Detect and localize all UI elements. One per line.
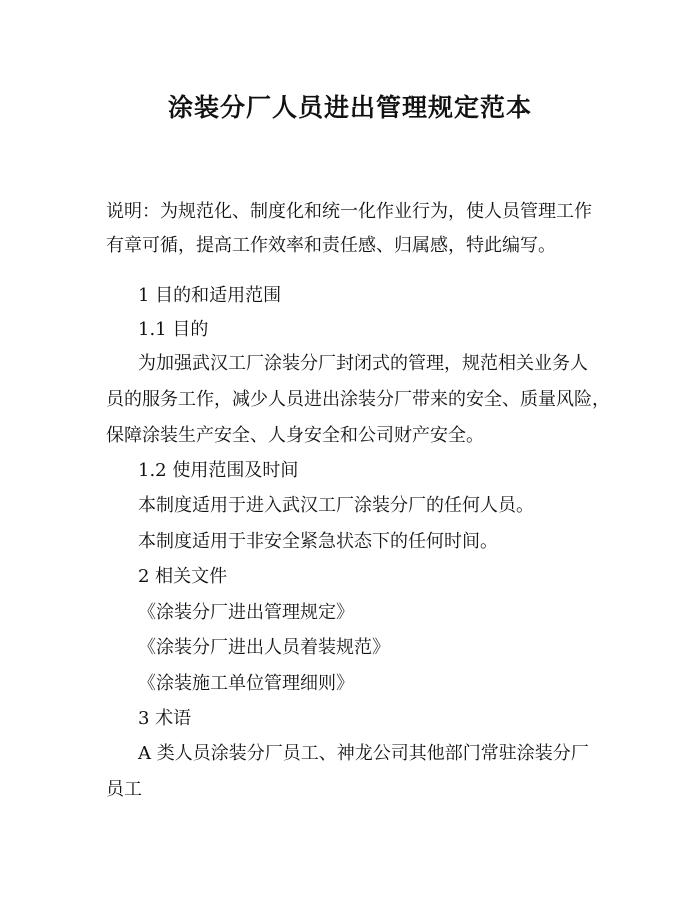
intro-line-2: 有章可循，提高工作效率和责任感、归属感，特此编写。 xyxy=(106,235,556,256)
intro-line-1: 说明：为规范化、制度化和统一化作业行为，使人员管理工作 xyxy=(106,201,592,222)
section-3-body-line-1: A 类人员涂装分厂员工、神龙公司其他部门常驻涂装分厂 xyxy=(138,743,589,764)
section-3-heading: 3 术语 xyxy=(138,708,192,729)
section-1-2-body-line-1: 本制度适用于进入武汉工厂涂装分厂的任何人员。 xyxy=(138,495,534,516)
section-3-body-line-2: 员工 xyxy=(106,779,142,800)
section-1-2-body-line-2: 本制度适用于非安全紧急状态下的任何时间。 xyxy=(138,531,498,552)
section-2-heading: 2 相关文件 xyxy=(138,566,228,587)
section-1-heading: 1 目的和适用范围 xyxy=(138,285,282,306)
document-title: 涂装分厂人员进出管理规定范本 xyxy=(167,93,532,122)
section-1-1-heading: 1.1 目的 xyxy=(138,319,209,340)
reference-item-2: 《涂装分厂进出人员着装规范》 xyxy=(138,637,390,658)
section-1-1-body-line-3: 保障涂装生产安全、人身安全和公司财产安全。 xyxy=(106,425,484,446)
reference-item-1: 《涂装分厂进出管理规定》 xyxy=(138,602,354,623)
reference-item-3: 《涂装施工单位管理细则》 xyxy=(138,673,354,694)
section-1-1-body-line-1: 为加强武汉工厂涂装分厂封闭式的管理，规范相关业务人 xyxy=(138,353,588,374)
section-1-1-body-line-2: 员的服务工作，减少人员进出涂装分厂带来的安全、质量风险， xyxy=(106,389,610,410)
section-1-2-heading: 1.2 使用范围及时间 xyxy=(138,460,299,481)
